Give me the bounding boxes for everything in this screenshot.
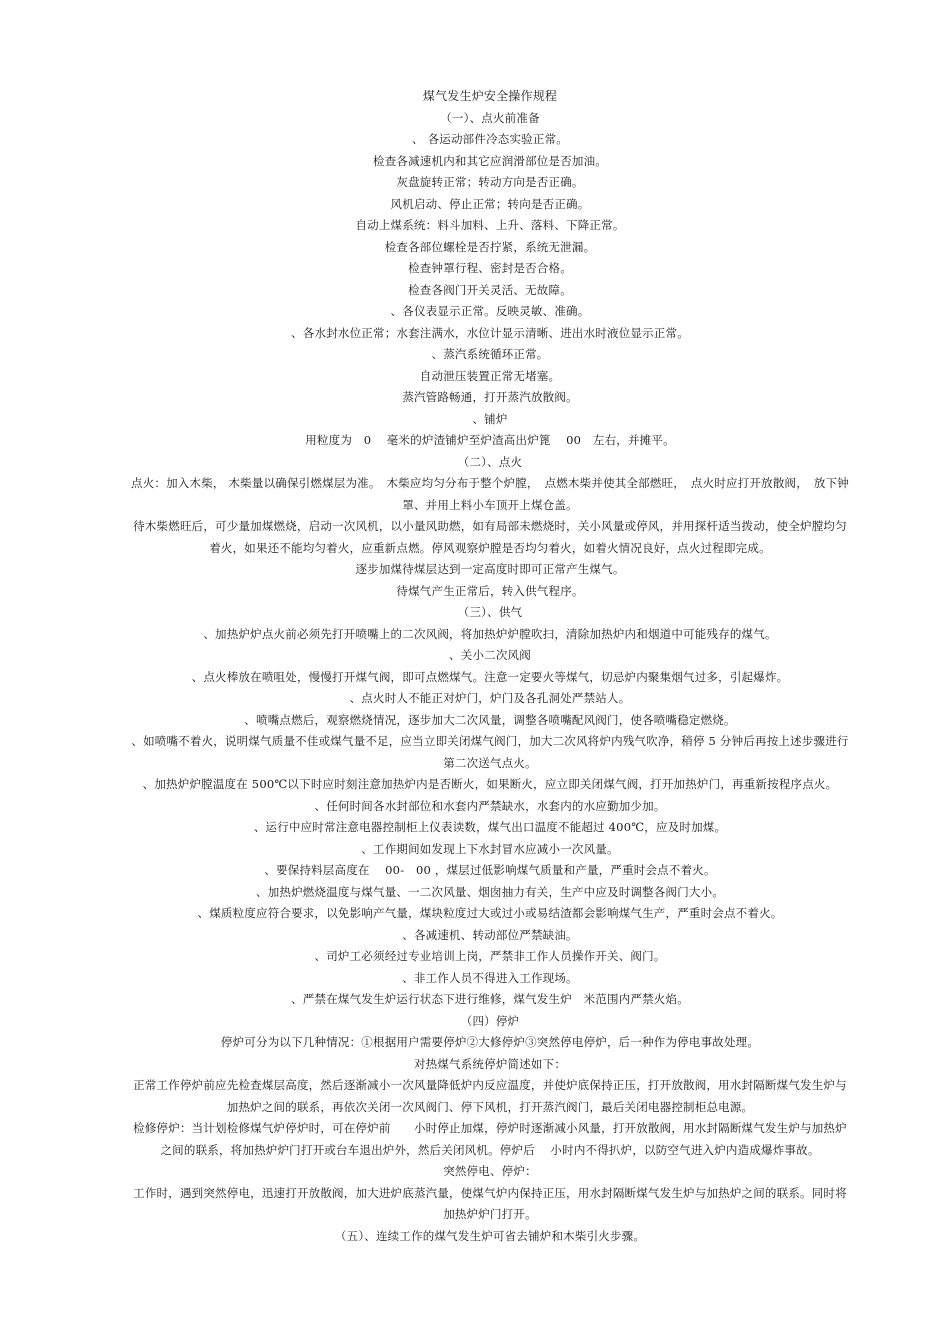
text-line: 、严禁在煤气发生炉运行状态下进行维修，煤气发生炉 米范围内严禁火焰。 bbox=[291, 992, 689, 1006]
text-line: 、蒸汽系统循环正常。 bbox=[431, 347, 549, 361]
text-line: 、 各运动部件冷态实验正常。 bbox=[412, 132, 568, 146]
text-line: 、喷嘴点燃后，观察燃烧情况，逐步加大二次风量，调整各喷嘴配风阀门，使各喷嘴稳定燃烧。 bbox=[244, 712, 736, 727]
text-line: 、加热炉炉点火前必须先打开喷嘴上的二次风阀，将加热炉炉膛吹扫，清除加热炉内和烟道中可能残存的煤气。 bbox=[203, 626, 777, 641]
paragraph: 工作时，遇到突然停电，迅速打开放散阀，加大进炉底蒸汽量，使煤气炉内保持正压，用水封隔断煤气发生炉与加热炉之间的联系。同时将加热炉炉门打开。 bbox=[133, 1185, 847, 1221]
section-heading-3: （三）、供气 bbox=[457, 605, 523, 619]
text-line: 检查各部位螺栓是否拧紧，系统无泄漏。 bbox=[384, 239, 596, 254]
paragraph: 、如喷嘴不着火，说明煤气质量不佳或煤气量不足，应当立即关闭煤气阀门，加大二次风将炉内残气吹净，稍停 5 分钟后再按上述步骤进行第二次送气点火。 bbox=[131, 734, 849, 770]
document-title: 煤气发生炉安全操作规程 bbox=[422, 89, 558, 103]
text-line: 、工作期间如发现上下水封冒水应减小一次风量。 bbox=[361, 841, 619, 856]
text-line: 停炉可分为以下几种情况：①根据用户需要停炉②大修停炉③突然停电停炉，后一种作为停电事故处理。 bbox=[220, 1035, 760, 1049]
text-line: 对热煤气系统停炉简述如下： bbox=[413, 1056, 567, 1071]
paragraph: 待木柴燃旺后，可少量加煤燃烧，启动一次风机，以小量风助燃，如有局部未燃烧时，关小风量或停风，并用探杆适当拨动，使全炉膛均匀着火，如果还不能均匀着火，应重新点燃。停风观察炉膛是否均匀着火，如着火情况良好，点火过程即完成。 bbox=[133, 519, 847, 555]
text-line: 逐步加煤待煤层达到一定高度时即可正常产生煤气。 bbox=[355, 562, 625, 576]
text-line: 自动上煤系统：料斗加料、上升、落料、下降正常。 bbox=[355, 218, 625, 232]
text-line: 、要保持料层高度在 00- 00 ，煤层过低影响煤气质量和产量，严重时会点不着火。 bbox=[264, 863, 716, 877]
paragraph: 点火：加入木柴， 木柴量以确保引燃煤层为准。 木柴应均匀分布于整个炉膛， 点燃木柴并使其全部燃旺， 点火时应打开放散阀， 放下钟罩、并用上料小车顶开上煤仓盖。 bbox=[131, 476, 849, 512]
section-heading-4: （四）停炉 bbox=[460, 1013, 520, 1028]
text-line: 用粒度为 0 毫米的炉渣铺炉至炉渣高出炉篦 00 左右，并摊平。 bbox=[305, 433, 675, 447]
text-line: 突然停电、停炉： bbox=[443, 1164, 537, 1178]
section-heading-2: （二）、点火 bbox=[457, 454, 523, 469]
text-line: 、司炉工必须经过专业培训上岗，严禁非工作人员操作开关、阀门。 bbox=[314, 949, 666, 963]
text-line: 、铺炉 bbox=[472, 411, 508, 426]
text-line: 自动泄压装置正常无堵塞。 bbox=[419, 368, 561, 383]
text-line: 、各减速机、转动部位严禁缺油。 bbox=[402, 927, 578, 942]
text-line: 、点火棒放在喷咀处，慢慢打开煤气阀，即可点燃煤气。注意一定要火等煤气，切忌炉内聚集烟气过多，引起爆炸。 bbox=[191, 669, 789, 684]
text-line: 、加热炉炉膛温度在 500℃以下时应时刻注意加热炉内是否断火，如果断火，应立即关闭煤气阀，打开加热炉门，再重新按程序点火。 bbox=[142, 777, 838, 791]
section-heading-1: （一）、点火前准备 bbox=[440, 110, 540, 125]
document-body bbox=[130, 86, 850, 1247]
text-line: 风机启动、停止正常；转向是否正确。 bbox=[390, 196, 590, 211]
text-line: 、运行中应时常注意电器控制柜上仪表读数，煤气出口温度不能超过 400℃，应及时加煤。 bbox=[253, 820, 727, 834]
text-line: 、各仪表显示正常。反映灵敏、准确。 bbox=[390, 304, 590, 318]
text-line: 待煤气产生正常后，转入供气程序。 bbox=[396, 583, 584, 598]
paragraph: 检修停炉：当计划检修煤气炉停炉时，可在停炉前 小时停止加煤，停炉时逐渐减小风量，打开放散阀，用水封隔断煤气发生炉与加热炉之间的联系，将加热炉炉门打开或台车退出炉外，然后关闭风机。停炉后 小时内不得扒炉，以防空气进入炉内造成爆炸事故。 bbox=[133, 1121, 847, 1157]
text-line: 检查各减速机内和其它应润滑部位是否加油。 bbox=[373, 153, 607, 168]
text-line: 、各水封水位正常；水套注满水，水位计显示清晰、进出水时液位显示正常。 bbox=[291, 325, 689, 340]
text-line: 检查钟罩行程、密封是否合格。 bbox=[408, 261, 572, 275]
text-line: 检查各阀门开关灵活、无故障。 bbox=[408, 282, 572, 297]
text-line: 、煤质粒度应符合要求，以免影响产气量，煤块粒度过大或过小或易结渣都会影响煤气生产，严重时会点不着火。 bbox=[197, 906, 783, 920]
paragraph: 正常工作停炉前应先检查煤层高度，然后逐渐减小一次风量降低炉内反应温度，并使炉底保持正压，打开放散阀，用水封隔断煤气发生炉与加热炉之间的联系，再依次关闭一次风阀门、停下风机，打开蒸汽阀门，最后关闭电器控制柜总电源。 bbox=[133, 1078, 847, 1114]
section-heading-5: （五）、连续工作的煤气发生炉可省去铺炉和木柴引火步骤。 bbox=[334, 1228, 646, 1243]
text-line: 蒸汽管路畅通，打开蒸汽放散阀。 bbox=[402, 390, 578, 404]
text-line: 、关小二次风阀 bbox=[449, 648, 531, 662]
text-line: 、加热炉燃烧温度与煤气量、一二次风量、烟囱抽力有关，生产中应及时调整各阀门大小。 bbox=[256, 884, 724, 899]
text-line: 、任何时间各水封部位和水套内严禁缺水，水套内的水应勤加少加。 bbox=[314, 798, 666, 813]
text-line: 、点火时人不能正对炉门，炉门及各孔洞处严禁站人。 bbox=[349, 691, 631, 705]
text-line: 灰盘旋转正常；转动方向是否正确。 bbox=[396, 175, 584, 189]
text-line: 、非工作人员不得进入工作现场。 bbox=[402, 970, 578, 985]
